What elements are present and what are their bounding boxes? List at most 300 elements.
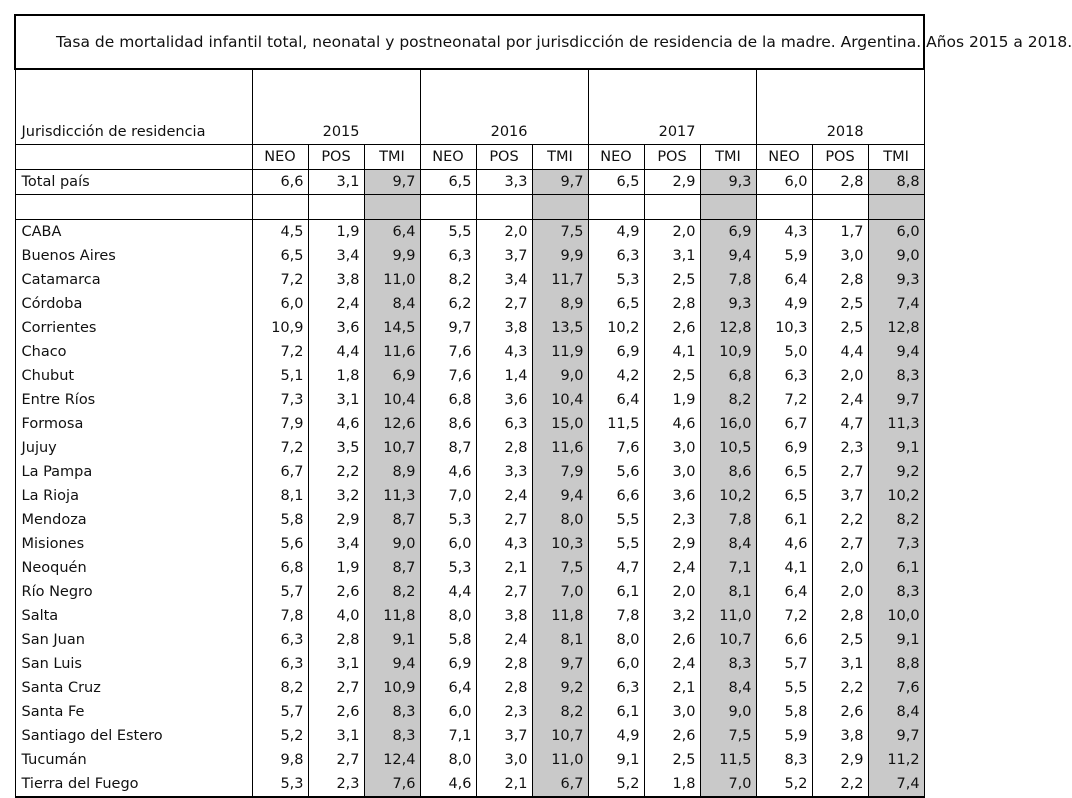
tmi-value-2016: 10,3 bbox=[532, 532, 588, 556]
pos-value-2018: 3,8 bbox=[812, 724, 868, 748]
neo-value-2016: 6,9 bbox=[420, 652, 476, 676]
neo-value-2018: 7,2 bbox=[756, 604, 812, 628]
jurisdiction-name: Salta bbox=[15, 604, 252, 628]
jurisdiction-name: Entre Ríos bbox=[15, 388, 252, 412]
tmi-value-2018: 6,0 bbox=[868, 220, 924, 245]
empty-cell bbox=[420, 195, 476, 220]
table-row bbox=[15, 316, 924, 340]
empty-cell bbox=[308, 195, 364, 220]
pos-value-2018: 2,5 bbox=[812, 292, 868, 316]
pos-value-2015: 2,6 bbox=[308, 700, 364, 724]
neo-value-2016: 8,6 bbox=[420, 412, 476, 436]
pos-value-2015: 3,6 bbox=[308, 316, 364, 340]
neo-value-2017: 4,9 bbox=[588, 724, 644, 748]
neo-value-2015: 7,9 bbox=[252, 412, 308, 436]
tmi-value-2018: 8,4 bbox=[868, 700, 924, 724]
pos-value-2016: 2,0 bbox=[476, 220, 532, 245]
pos-value-2017: 3,0 bbox=[644, 700, 700, 724]
tmi-value-2017: 10,2 bbox=[700, 484, 756, 508]
pos-value-2015: 3,1 bbox=[308, 170, 364, 195]
neo-value-2015: 6,8 bbox=[252, 556, 308, 580]
pos-value-2015: 1,9 bbox=[308, 556, 364, 580]
neo-value-2018: 4,3 bbox=[756, 220, 812, 245]
pos-value-2017: 3,6 bbox=[644, 484, 700, 508]
pos-value-2015: 4,0 bbox=[308, 604, 364, 628]
tmi-value-2015: 10,9 bbox=[364, 676, 420, 700]
pos-value-2015: 3,1 bbox=[308, 724, 364, 748]
pos-value-2015: 2,7 bbox=[308, 676, 364, 700]
pos-value-2018: 4,4 bbox=[812, 340, 868, 364]
neo-value-2016: 7,0 bbox=[420, 484, 476, 508]
table-row bbox=[15, 652, 924, 676]
subheader-pos-2017: POS bbox=[644, 145, 700, 170]
tmi-value-2015: 12,4 bbox=[364, 748, 420, 772]
tmi-value-2016: 7,5 bbox=[532, 556, 588, 580]
tmi-value-2015: 8,9 bbox=[364, 460, 420, 484]
neo-value-2016: 8,0 bbox=[420, 604, 476, 628]
tmi-value-2018: 8,3 bbox=[868, 364, 924, 388]
table-row bbox=[15, 556, 924, 580]
neo-value-2018: 6,9 bbox=[756, 436, 812, 460]
pos-value-2016: 3,7 bbox=[476, 724, 532, 748]
neo-value-2018: 4,9 bbox=[756, 292, 812, 316]
neo-value-2018: 6,4 bbox=[756, 268, 812, 292]
pos-value-2016: 4,3 bbox=[476, 532, 532, 556]
neo-value-2015: 7,2 bbox=[252, 340, 308, 364]
tmi-value-2017: 12,8 bbox=[700, 316, 756, 340]
tmi-value-2015: 6,4 bbox=[364, 220, 420, 245]
pos-value-2016: 2,7 bbox=[476, 580, 532, 604]
neo-value-2016: 5,3 bbox=[420, 508, 476, 532]
neo-value-2018: 5,2 bbox=[756, 772, 812, 797]
pos-value-2018: 2,3 bbox=[812, 436, 868, 460]
tmi-value-2015: 8,4 bbox=[364, 292, 420, 316]
year-header-2015: 2015 bbox=[252, 69, 420, 145]
neo-value-2017: 6,9 bbox=[588, 340, 644, 364]
jurisdiction-name: Catamarca bbox=[15, 268, 252, 292]
neo-value-2018: 5,9 bbox=[756, 724, 812, 748]
pos-value-2015: 3,5 bbox=[308, 436, 364, 460]
tmi-value-2017: 10,7 bbox=[700, 628, 756, 652]
subheader-blank-cell bbox=[15, 145, 252, 170]
pos-value-2015: 2,9 bbox=[308, 508, 364, 532]
neo-value-2018: 6,6 bbox=[756, 628, 812, 652]
subheader-neo-2016: NEO bbox=[420, 145, 476, 170]
subheader-tmi-2018: TMI bbox=[868, 145, 924, 170]
neo-value-2017: 6,1 bbox=[588, 700, 644, 724]
pos-value-2017: 1,9 bbox=[644, 388, 700, 412]
neo-value-2015: 6,6 bbox=[252, 170, 308, 195]
pos-value-2017: 2,0 bbox=[644, 220, 700, 245]
jurisdiction-name: Santiago del Estero bbox=[15, 724, 252, 748]
empty-cell bbox=[476, 195, 532, 220]
pos-value-2016: 2,7 bbox=[476, 292, 532, 316]
pos-value-2018: 2,8 bbox=[812, 268, 868, 292]
neo-value-2015: 9,8 bbox=[252, 748, 308, 772]
pos-value-2018: 3,7 bbox=[812, 484, 868, 508]
neo-value-2016: 6,3 bbox=[420, 244, 476, 268]
neo-value-2017: 5,5 bbox=[588, 508, 644, 532]
tmi-value-2016: 13,5 bbox=[532, 316, 588, 340]
neo-value-2016: 8,0 bbox=[420, 748, 476, 772]
tmi-value-2018: 11,2 bbox=[868, 748, 924, 772]
pos-value-2017: 4,1 bbox=[644, 340, 700, 364]
neo-value-2018: 6,7 bbox=[756, 412, 812, 436]
tmi-value-2018: 6,1 bbox=[868, 556, 924, 580]
empty-cell bbox=[700, 195, 756, 220]
pos-value-2017: 2,5 bbox=[644, 268, 700, 292]
neo-value-2016: 8,7 bbox=[420, 436, 476, 460]
pos-value-2017: 2,5 bbox=[644, 364, 700, 388]
subheader-tmi-2016: TMI bbox=[532, 145, 588, 170]
tmi-value-2016: 7,0 bbox=[532, 580, 588, 604]
pos-value-2015: 2,6 bbox=[308, 580, 364, 604]
tmi-value-2016: 8,1 bbox=[532, 628, 588, 652]
subheader-pos-2015: POS bbox=[308, 145, 364, 170]
jurisdiction-name: Chubut bbox=[15, 364, 252, 388]
tmi-value-2015: 9,4 bbox=[364, 652, 420, 676]
tmi-value-2015: 9,0 bbox=[364, 532, 420, 556]
table-row bbox=[15, 628, 924, 652]
tmi-value-2016: 11,6 bbox=[532, 436, 588, 460]
empty-cell bbox=[252, 195, 308, 220]
subheader-tmi-2017: TMI bbox=[700, 145, 756, 170]
pos-value-2017: 4,6 bbox=[644, 412, 700, 436]
pos-value-2015: 3,8 bbox=[308, 268, 364, 292]
neo-value-2017: 6,5 bbox=[588, 292, 644, 316]
pos-value-2016: 3,8 bbox=[476, 604, 532, 628]
neo-value-2017: 6,4 bbox=[588, 388, 644, 412]
tmi-value-2015: 8,7 bbox=[364, 556, 420, 580]
neo-value-2018: 6,1 bbox=[756, 508, 812, 532]
tmi-value-2016: 11,0 bbox=[532, 748, 588, 772]
pos-value-2017: 2,9 bbox=[644, 532, 700, 556]
neo-value-2015: 5,7 bbox=[252, 580, 308, 604]
tmi-value-2017: 11,0 bbox=[700, 604, 756, 628]
neo-value-2016: 5,8 bbox=[420, 628, 476, 652]
neo-value-2015: 5,8 bbox=[252, 508, 308, 532]
pos-value-2018: 2,6 bbox=[812, 700, 868, 724]
tmi-value-2017: 8,1 bbox=[700, 580, 756, 604]
separator-row bbox=[15, 195, 924, 220]
jurisdiction-name: Córdoba bbox=[15, 292, 252, 316]
tmi-value-2018: 8,8 bbox=[868, 170, 924, 195]
tmi-value-2016: 9,4 bbox=[532, 484, 588, 508]
neo-value-2015: 8,2 bbox=[252, 676, 308, 700]
neo-value-2015: 6,5 bbox=[252, 244, 308, 268]
tmi-value-2017: 9,0 bbox=[700, 700, 756, 724]
tmi-value-2018: 7,3 bbox=[868, 532, 924, 556]
empty-cell bbox=[532, 195, 588, 220]
jurisdiction-name: San Juan bbox=[15, 628, 252, 652]
jurisdiction-header: Jurisdicción de residencia bbox=[15, 69, 252, 145]
neo-value-2015: 5,6 bbox=[252, 532, 308, 556]
tmi-value-2018: 9,0 bbox=[868, 244, 924, 268]
neo-value-2016: 4,6 bbox=[420, 772, 476, 797]
tmi-value-2017: 10,9 bbox=[700, 340, 756, 364]
pos-value-2017: 3,1 bbox=[644, 244, 700, 268]
table-row bbox=[15, 580, 924, 604]
neo-value-2016: 9,7 bbox=[420, 316, 476, 340]
neo-value-2017: 4,7 bbox=[588, 556, 644, 580]
tmi-value-2018: 7,4 bbox=[868, 292, 924, 316]
pos-value-2015: 1,8 bbox=[308, 364, 364, 388]
subheader-pos-2016: POS bbox=[476, 145, 532, 170]
tmi-value-2018: 9,4 bbox=[868, 340, 924, 364]
pos-value-2017: 2,1 bbox=[644, 676, 700, 700]
pos-value-2018: 2,2 bbox=[812, 772, 868, 797]
subheader-neo-2017: NEO bbox=[588, 145, 644, 170]
tmi-value-2017: 16,0 bbox=[700, 412, 756, 436]
empty-cell bbox=[588, 195, 644, 220]
neo-value-2017: 6,1 bbox=[588, 580, 644, 604]
jurisdiction-name: Formosa bbox=[15, 412, 252, 436]
neo-value-2017: 6,5 bbox=[588, 170, 644, 195]
tmi-value-2015: 11,0 bbox=[364, 268, 420, 292]
tmi-value-2018: 7,4 bbox=[868, 772, 924, 797]
neo-value-2017: 4,2 bbox=[588, 364, 644, 388]
jurisdiction-name: Santa Fe bbox=[15, 700, 252, 724]
jurisdiction-name: Corrientes bbox=[15, 316, 252, 340]
jurisdiction-name: Mendoza bbox=[15, 508, 252, 532]
tmi-value-2017: 8,4 bbox=[700, 532, 756, 556]
tmi-value-2016: 9,9 bbox=[532, 244, 588, 268]
tmi-value-2018: 8,2 bbox=[868, 508, 924, 532]
pos-value-2018: 3,1 bbox=[812, 652, 868, 676]
neo-value-2018: 5,0 bbox=[756, 340, 812, 364]
neo-value-2018: 8,3 bbox=[756, 748, 812, 772]
pos-value-2017: 2,4 bbox=[644, 652, 700, 676]
pos-value-2016: 3,3 bbox=[476, 170, 532, 195]
tmi-value-2016: 10,4 bbox=[532, 388, 588, 412]
tmi-value-2015: 12,6 bbox=[364, 412, 420, 436]
neo-value-2018: 5,9 bbox=[756, 244, 812, 268]
empty-cell bbox=[15, 195, 252, 220]
neo-value-2017: 4,9 bbox=[588, 220, 644, 245]
neo-value-2017: 6,6 bbox=[588, 484, 644, 508]
neo-value-2017: 6,0 bbox=[588, 652, 644, 676]
pos-value-2015: 2,7 bbox=[308, 748, 364, 772]
pos-value-2015: 2,3 bbox=[308, 772, 364, 797]
table-row bbox=[15, 340, 924, 364]
subheader-pos-2018: POS bbox=[812, 145, 868, 170]
pos-value-2018: 2,5 bbox=[812, 628, 868, 652]
jurisdiction-name: Chaco bbox=[15, 340, 252, 364]
neo-value-2017: 6,3 bbox=[588, 244, 644, 268]
neo-value-2018: 6,4 bbox=[756, 580, 812, 604]
pos-value-2016: 2,8 bbox=[476, 652, 532, 676]
subheader-neo-2018: NEO bbox=[756, 145, 812, 170]
pos-value-2018: 1,7 bbox=[812, 220, 868, 245]
tmi-value-2016: 7,5 bbox=[532, 220, 588, 245]
table-row bbox=[15, 220, 924, 245]
table-row bbox=[15, 676, 924, 700]
pos-value-2017: 3,2 bbox=[644, 604, 700, 628]
pos-value-2016: 3,0 bbox=[476, 748, 532, 772]
total-row bbox=[15, 170, 924, 195]
jurisdiction-name: Río Negro bbox=[15, 580, 252, 604]
tmi-value-2015: 7,6 bbox=[364, 772, 420, 797]
neo-value-2018: 5,8 bbox=[756, 700, 812, 724]
tmi-value-2015: 11,3 bbox=[364, 484, 420, 508]
tmi-value-2017: 7,0 bbox=[700, 772, 756, 797]
neo-value-2016: 7,6 bbox=[420, 364, 476, 388]
pos-value-2016: 2,3 bbox=[476, 700, 532, 724]
pos-value-2015: 2,2 bbox=[308, 460, 364, 484]
neo-value-2015: 6,7 bbox=[252, 460, 308, 484]
neo-value-2015: 10,9 bbox=[252, 316, 308, 340]
tmi-value-2017: 8,6 bbox=[700, 460, 756, 484]
tmi-value-2017: 7,5 bbox=[700, 724, 756, 748]
neo-value-2017: 7,6 bbox=[588, 436, 644, 460]
neo-value-2016: 6,5 bbox=[420, 170, 476, 195]
neo-value-2015: 5,7 bbox=[252, 700, 308, 724]
pos-value-2017: 3,0 bbox=[644, 436, 700, 460]
pos-value-2016: 1,4 bbox=[476, 364, 532, 388]
table-row bbox=[15, 700, 924, 724]
neo-value-2016: 6,8 bbox=[420, 388, 476, 412]
jurisdiction-name: Buenos Aires bbox=[15, 244, 252, 268]
jurisdiction-name: Jujuy bbox=[15, 436, 252, 460]
pos-value-2015: 3,1 bbox=[308, 652, 364, 676]
tmi-value-2016: 8,2 bbox=[532, 700, 588, 724]
tmi-value-2017: 7,8 bbox=[700, 268, 756, 292]
pos-value-2017: 2,6 bbox=[644, 724, 700, 748]
tmi-value-2016: 10,7 bbox=[532, 724, 588, 748]
table-row bbox=[15, 388, 924, 412]
pos-value-2017: 2,4 bbox=[644, 556, 700, 580]
pos-value-2015: 3,4 bbox=[308, 532, 364, 556]
year-header-2016: 2016 bbox=[420, 69, 588, 145]
pos-value-2018: 2,8 bbox=[812, 604, 868, 628]
empty-cell bbox=[756, 195, 812, 220]
pos-value-2015: 2,8 bbox=[308, 628, 364, 652]
pos-value-2017: 2,6 bbox=[644, 316, 700, 340]
tmi-value-2016: 11,8 bbox=[532, 604, 588, 628]
table-row bbox=[15, 772, 924, 797]
neo-value-2015: 8,1 bbox=[252, 484, 308, 508]
pos-value-2016: 2,1 bbox=[476, 772, 532, 797]
jurisdiction-name: Santa Cruz bbox=[15, 676, 252, 700]
jurisdiction-name: Total país bbox=[15, 170, 252, 195]
neo-value-2018: 7,2 bbox=[756, 388, 812, 412]
table-row bbox=[15, 412, 924, 436]
neo-value-2015: 5,2 bbox=[252, 724, 308, 748]
pos-value-2015: 4,6 bbox=[308, 412, 364, 436]
pos-value-2018: 2,2 bbox=[812, 676, 868, 700]
year-header-2018: 2018 bbox=[756, 69, 924, 145]
table-row bbox=[15, 484, 924, 508]
neo-value-2015: 6,3 bbox=[252, 628, 308, 652]
neo-value-2015: 5,3 bbox=[252, 772, 308, 797]
table-row bbox=[15, 268, 924, 292]
tmi-value-2017: 7,1 bbox=[700, 556, 756, 580]
tmi-value-2017: 7,8 bbox=[700, 508, 756, 532]
pos-value-2016: 2,8 bbox=[476, 436, 532, 460]
pos-value-2017: 2,5 bbox=[644, 748, 700, 772]
neo-value-2018: 6,0 bbox=[756, 170, 812, 195]
pos-value-2018: 2,8 bbox=[812, 170, 868, 195]
table-row bbox=[15, 532, 924, 556]
tmi-value-2015: 11,6 bbox=[364, 340, 420, 364]
pos-value-2016: 4,3 bbox=[476, 340, 532, 364]
neo-value-2018: 5,5 bbox=[756, 676, 812, 700]
neo-value-2016: 6,4 bbox=[420, 676, 476, 700]
table-row bbox=[15, 244, 924, 268]
pos-value-2016: 2,4 bbox=[476, 628, 532, 652]
neo-value-2015: 4,5 bbox=[252, 220, 308, 245]
empty-cell bbox=[364, 195, 420, 220]
pos-value-2017: 2,0 bbox=[644, 580, 700, 604]
pos-value-2016: 6,3 bbox=[476, 412, 532, 436]
tmi-value-2015: 11,8 bbox=[364, 604, 420, 628]
tmi-value-2018: 9,7 bbox=[868, 724, 924, 748]
pos-value-2018: 2,0 bbox=[812, 556, 868, 580]
tmi-value-2018: 8,8 bbox=[868, 652, 924, 676]
tmi-value-2017: 9,4 bbox=[700, 244, 756, 268]
tmi-value-2018: 9,7 bbox=[868, 388, 924, 412]
neo-value-2015: 6,0 bbox=[252, 292, 308, 316]
subheader-tmi-2015: TMI bbox=[364, 145, 420, 170]
neo-value-2016: 8,2 bbox=[420, 268, 476, 292]
pos-value-2018: 4,7 bbox=[812, 412, 868, 436]
neo-value-2015: 5,1 bbox=[252, 364, 308, 388]
pos-value-2015: 1,9 bbox=[308, 220, 364, 245]
tmi-value-2016: 8,0 bbox=[532, 508, 588, 532]
pos-value-2018: 2,7 bbox=[812, 532, 868, 556]
table-row bbox=[15, 364, 924, 388]
tmi-value-2016: 9,7 bbox=[532, 170, 588, 195]
neo-value-2017: 10,2 bbox=[588, 316, 644, 340]
neo-value-2016: 5,3 bbox=[420, 556, 476, 580]
pos-value-2015: 3,4 bbox=[308, 244, 364, 268]
neo-value-2017: 6,3 bbox=[588, 676, 644, 700]
jurisdiction-name: San Luis bbox=[15, 652, 252, 676]
pos-value-2016: 2,7 bbox=[476, 508, 532, 532]
pos-value-2017: 2,8 bbox=[644, 292, 700, 316]
tmi-value-2015: 10,4 bbox=[364, 388, 420, 412]
tmi-value-2016: 15,0 bbox=[532, 412, 588, 436]
tmi-value-2016: 9,7 bbox=[532, 652, 588, 676]
tmi-value-2017: 10,5 bbox=[700, 436, 756, 460]
tmi-value-2018: 7,6 bbox=[868, 676, 924, 700]
tmi-value-2018: 10,0 bbox=[868, 604, 924, 628]
tmi-value-2016: 8,9 bbox=[532, 292, 588, 316]
neo-value-2016: 7,6 bbox=[420, 340, 476, 364]
tmi-value-2016: 11,7 bbox=[532, 268, 588, 292]
tmi-value-2015: 8,3 bbox=[364, 700, 420, 724]
tmi-value-2015: 6,9 bbox=[364, 364, 420, 388]
neo-value-2016: 6,2 bbox=[420, 292, 476, 316]
pos-value-2016: 3,8 bbox=[476, 316, 532, 340]
tmi-value-2015: 9,9 bbox=[364, 244, 420, 268]
tmi-value-2017: 6,8 bbox=[700, 364, 756, 388]
tmi-value-2018: 9,3 bbox=[868, 268, 924, 292]
pos-value-2015: 3,2 bbox=[308, 484, 364, 508]
neo-value-2018: 6,5 bbox=[756, 460, 812, 484]
pos-value-2017: 2,9 bbox=[644, 170, 700, 195]
empty-cell bbox=[868, 195, 924, 220]
neo-value-2015: 7,3 bbox=[252, 388, 308, 412]
pos-value-2017: 2,6 bbox=[644, 628, 700, 652]
pos-value-2018: 2,0 bbox=[812, 580, 868, 604]
pos-value-2016: 2,8 bbox=[476, 676, 532, 700]
mortality-table bbox=[14, 14, 1072, 798]
table-row bbox=[15, 292, 924, 316]
neo-value-2018: 10,3 bbox=[756, 316, 812, 340]
tmi-value-2017: 8,2 bbox=[700, 388, 756, 412]
tmi-value-2015: 9,7 bbox=[364, 170, 420, 195]
